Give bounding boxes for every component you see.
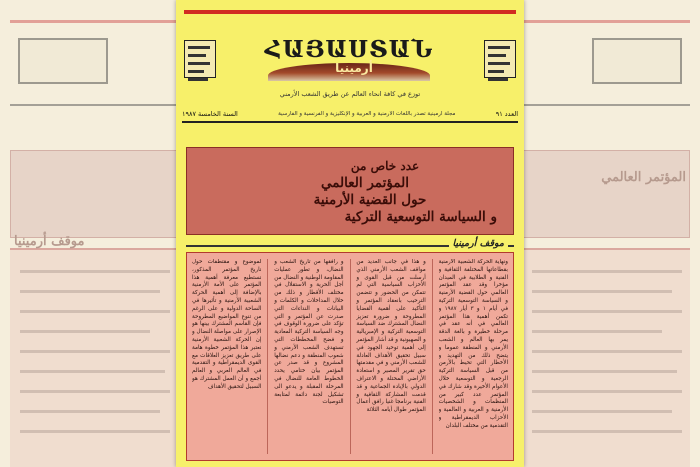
background-text-line — [20, 430, 170, 433]
article-column-4: لموضوع و مقتطفات حول تاريخ المؤتمر المذكور، تستطيع معرفة أهمية هذا المؤتمر على الأمة الأرمنية بالإضافة إلى أهمية الحركة الشعبية الأرمنية و تأثيرها في الساحة الدولية و على الرغم من تنوع المواضيع المطروحة فإن القاسم المشترك بينها هو الإصرار على مواصلة النضال و إن الحركة الشعبية الأرمنية تعتبر هذا المؤتمر خطوة هامة على طريق تعزيز العلاقات مع القوى الديمقراطية و التقدمية في العالم العربي و العالم أجمع و أن العمل المشترك هو السبيل لتحقيق الأهداف — [191, 259, 262, 390]
background-text-line — [532, 390, 682, 393]
logo-armenian-title: ՀԱՅԱՍՏԱՆ — [264, 36, 434, 63]
background-text-line — [20, 370, 165, 373]
article-body — [186, 252, 514, 461]
year-label: السنة الخامسة ١٩٨٧ — [182, 110, 238, 118]
article-column-2: و هذا في جانب العديد من مواقف الشعب الأرمني الذي أرسلت من قبل القوى و الأحزاب السياسية التي لم تتمكن من الحضور و تتضمن الترحيب بانعقاد المؤتمر و التأكيد على أهمية القضايا المطروحة و ضرورة تعزيز النضال المشترك ضد السياسة التوسعية التركية و الإمبريالية و الصهيونية و قد أشار المؤتمر إلى أهمية توحيد الجهود في سبيل تحقيق الأهداف العادلة للشعب الأرمني و في مقدمتها حق تقرير المصير و استعادة الأراضي المحتلة و الاعتراف الدولي بالإبادة الجماعية و قد قدمت المشاركة الثقافية و الفنية برنامجا غنيا رافق أعمال المؤتمر طوال أيامه الثلاثة — [356, 259, 426, 414]
background-emblem — [592, 38, 682, 84]
article-column-3: و رافقها من تاريخ الشعب و النضال، و تطور عمليات المقاومة الوطنية و النضال من أجل الحرية و الاستقلال في مختلف الأقطار و ذلك من خلال المداخلات و الكلمات و البيانات و النداءات التي صدرت عن المؤتمر و التي تؤكد على ضرورة الوقوف في وجه السياسة التركية المعادية و فضح المخططات التي تستهدف الشعب الأرمني و شعوب المنطقة و دعم نضالها المشروع و قد صدر عن المؤتمر بيان ختامي يحدد الخطوط العامة للنضال في المرحلة المقبلة و يدعو الى تشكيل لجنة دائمة لمتابعة التوصيات — [274, 259, 344, 406]
background-text-line — [532, 270, 682, 273]
article-column-1: ونهاية الحركة الشعبية الأرمنية بقطاعاتها المختلفة الثقافية و الفنية و الطلابية في الميدان مؤخرا وقد عقد المؤتمر العالمي حول القضية الأرمنية و السياسة التوسعية التركية في أيام ١ و ٣ أيار ١٩٨٧ و تكمن أهمية هذا المؤتمر العالمي في أنه عقد في مرحلة خطيرة و بالغة الدقة يمر بها العالم و الشعب الأرمني و المنطقة عموما و يتضح ذلك من التهديد و الأخطار التي تحيط بالأرمن من قبل السياسة التركية الرجعية و التوسعية خلال الأعوام الأخيرة وقد شارك في المؤتمر عدد كبير من المنظمات و الشخصيات الأرمنية و العربية و العالمية و الأحزاب الديمقراطية و التقدمية من مختلف البلدان — [438, 259, 508, 429]
background-red-rule — [522, 20, 690, 23]
background-text-line — [532, 370, 677, 373]
background-headline-box — [522, 150, 690, 238]
background-right-panel — [522, 0, 700, 467]
tagline: توزع في كافة انحاء العالم عن طريق الشعب الأرمني — [279, 90, 421, 98]
background-text-line — [20, 350, 170, 353]
background-text-line — [532, 430, 682, 433]
column-divider — [432, 259, 433, 454]
headline-line-1: عدد خاص من — [350, 159, 420, 173]
column-divider — [350, 259, 351, 454]
background-text-line — [532, 410, 672, 413]
background-right-heading: المؤتمر العالمي — [601, 170, 686, 185]
section-title: موقف أرمينيا — [449, 238, 509, 249]
headline-line-4: و السياسة التوسعية التركية — [344, 209, 497, 225]
magazine-description: مجلة أرمينية تصدر باللغات الأرمنية و العربية و الإنكليزية و الفرنسية و الفارسية — [278, 111, 456, 117]
background-headline-box — [10, 150, 178, 238]
background-rule — [10, 104, 178, 106]
background-text-line — [20, 410, 160, 413]
background-text-line — [20, 310, 170, 313]
background-text-line — [532, 330, 662, 333]
column-divider — [267, 259, 268, 454]
headline-line-2: المؤتمر العالمي — [320, 175, 409, 191]
background-text-line — [532, 350, 682, 353]
background-body-box — [522, 248, 690, 467]
logo-arabic-title: أرمينيا — [335, 61, 373, 75]
background-text-line — [20, 390, 170, 393]
background-text-line — [20, 290, 160, 293]
magazine-logo — [254, 36, 444, 86]
headline-line-3: حول القضية الأرمنية — [313, 192, 427, 208]
magazine-cover — [176, 0, 524, 467]
background-text-line — [20, 270, 170, 273]
background-emblem — [18, 38, 108, 84]
section-header — [186, 238, 514, 250]
right-emblem-icon — [484, 40, 516, 78]
background-text-line — [20, 330, 150, 333]
background-text-line — [532, 290, 672, 293]
issue-number: العدد ٩١ — [495, 110, 518, 118]
background-left-panel — [0, 0, 178, 467]
left-emblem-icon — [184, 40, 216, 78]
background-rule — [522, 104, 690, 106]
issue-info-row — [182, 108, 518, 120]
background-body-box — [10, 248, 178, 467]
background-text-line — [532, 310, 682, 313]
background-red-rule — [10, 20, 178, 23]
header-divider — [182, 121, 518, 123]
headline-box — [186, 147, 514, 235]
background-left-heading: موقف أرمينيا — [14, 234, 85, 249]
top-red-rule — [184, 10, 516, 14]
